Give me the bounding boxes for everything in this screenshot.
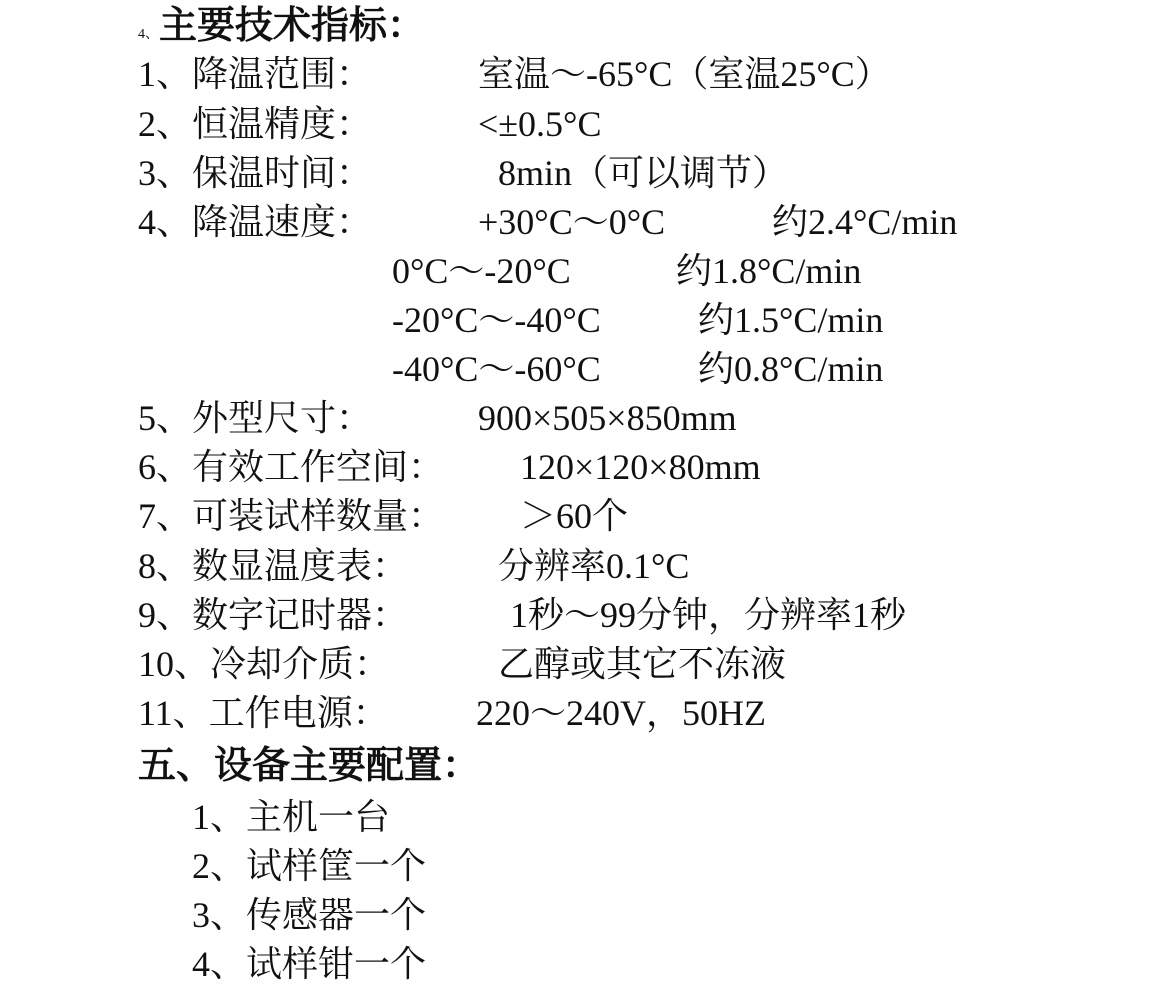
rate-value: 约0.8°C/min	[698, 349, 884, 389]
spec-row	[138, 200, 372, 245]
spec-row	[138, 691, 389, 736]
spec-label: 降温速度：	[192, 202, 373, 243]
spec-row	[138, 593, 408, 638]
config-number: 4、	[192, 944, 247, 984]
spec-label: 外型尺寸：	[192, 398, 373, 439]
rate-range: -40°C～-60°C	[392, 349, 601, 389]
config-label: 主机一台	[246, 797, 391, 838]
spec-label: 工作电源：	[208, 693, 389, 734]
spec-label: 数字记时器：	[192, 595, 409, 636]
config-label: 传感器一个	[246, 895, 427, 936]
spec-value: 分辨率0.1°C	[498, 546, 690, 586]
config-label: 试样筐一个	[246, 846, 427, 887]
spec-row	[138, 445, 444, 490]
spec-value: 220～240V，50HZ	[476, 693, 766, 733]
spec-label: 降温范围：	[192, 54, 373, 95]
rate-range: 0°C～-20°C	[392, 251, 571, 291]
config-item	[192, 795, 390, 840]
spec-number: 6、	[138, 447, 193, 487]
spec-row	[138, 151, 372, 196]
spec-value: 8min（可以调节）	[498, 153, 789, 193]
spec-value: 乙醇或其它不冻液	[498, 644, 787, 684]
spec-value: 120×120×80mm	[520, 447, 761, 487]
rate-value: 约1.8°C/min	[676, 251, 862, 291]
config-number: 1、	[192, 797, 247, 837]
spec-label: 保温时间：	[192, 153, 373, 194]
spec-value: 900×505×850mm	[478, 398, 737, 438]
spec-number: 10、	[138, 644, 211, 684]
spec-label: 数显温度表：	[192, 546, 409, 587]
spec-label: 恒温精度：	[192, 104, 373, 145]
spec-row	[138, 544, 408, 589]
spec-number: 9、	[138, 595, 193, 635]
spec-number: 11、	[138, 693, 209, 733]
spec-row	[138, 494, 444, 539]
spec-row	[138, 102, 372, 147]
config-item	[192, 893, 426, 938]
spec-value: ＞60个	[520, 496, 629, 536]
config-label: 试样钳一个	[246, 944, 427, 985]
spec-row	[138, 52, 372, 97]
spec-number: 8、	[138, 546, 193, 586]
rate-value: 约2.4°C/min	[772, 202, 958, 242]
config-number: 3、	[192, 895, 247, 935]
rate-value: 约1.5°C/min	[698, 300, 884, 340]
spec-number: 3、	[138, 153, 193, 193]
spec-row	[138, 396, 372, 441]
rate-range: -20°C～-40°C	[392, 300, 601, 340]
spec-number: 5、	[138, 398, 193, 438]
spec-number: 7、	[138, 496, 193, 536]
config-item	[192, 942, 426, 987]
spec-value: 室温～-65°C（室温25°C）	[478, 54, 891, 94]
section-4-title: 主要技术指标：	[159, 3, 426, 47]
spec-value: 1秒～99分钟，分辨率1秒	[510, 595, 907, 635]
section-4-number: 4、	[138, 27, 159, 42]
config-item	[192, 844, 426, 889]
spec-label: 冷却介质：	[210, 644, 391, 685]
spec-number: 1、	[138, 54, 193, 94]
spec-number: 2、	[138, 104, 193, 144]
rate-range: +30°C～0°C	[478, 202, 666, 242]
spec-label: 有效工作空间：	[192, 447, 445, 488]
spec-row	[138, 642, 390, 687]
section-4-heading	[138, 2, 425, 58]
spec-label: 可装试样数量：	[192, 496, 445, 537]
spec-value: <±0.5°C	[478, 104, 602, 144]
spec-number: 4、	[138, 202, 193, 242]
section-5-heading: 五、设备主要配置：	[138, 743, 481, 787]
config-number: 2、	[192, 846, 247, 886]
